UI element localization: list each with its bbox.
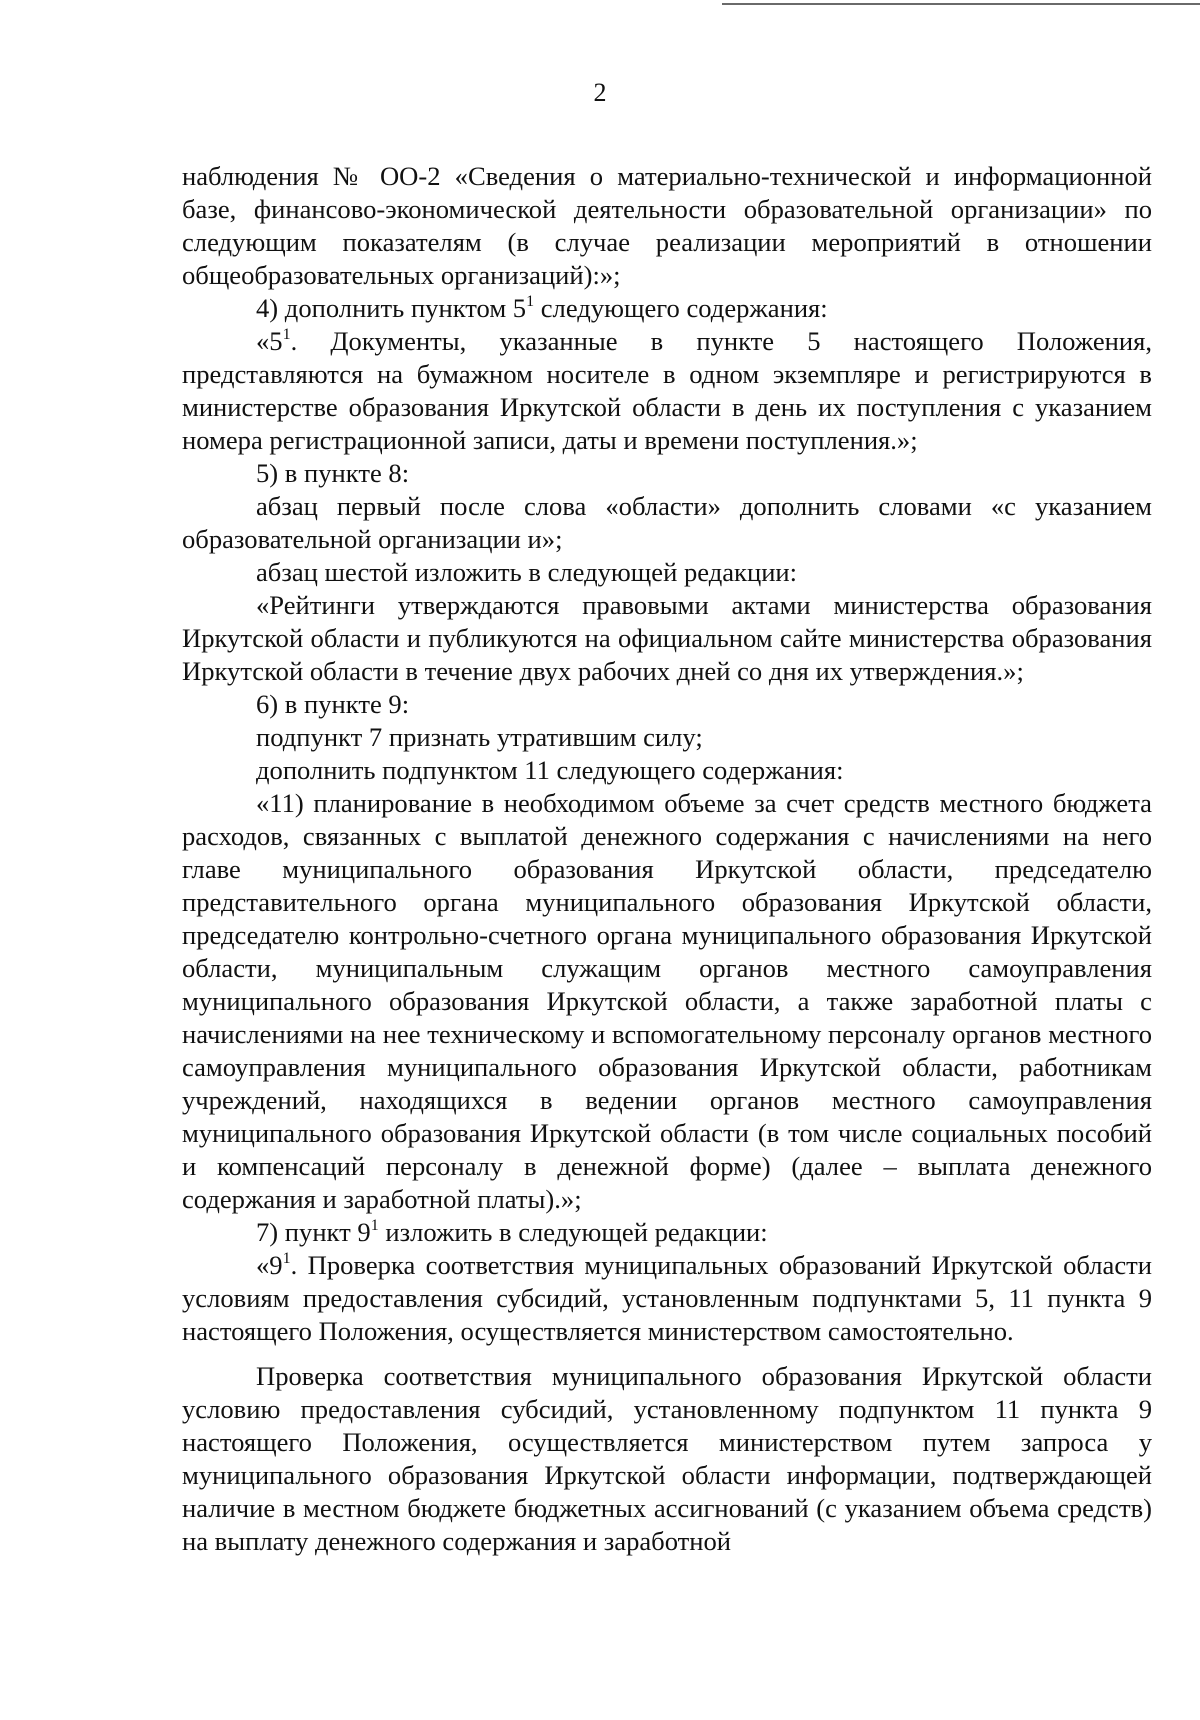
- superscript: 1: [526, 293, 535, 310]
- paragraph-quote-11: «11) планирование в необходимом объеме за счет средств местного бюджета расходов, связанных с выплатой денежного содержания с начислениями на него главе муниципального образования Иркутской области, председателю представительного органа муниципального образования Иркутской области, председателю контрольно-счетного органа муниципального образования Иркутской области, муниципальным служащим органов местного самоуправления муниципального образования Иркутской области, а также заработной платы с начислениями на нее техническому и вспомогательному персоналу органов местного самоуправления муниципального образования Иркутской области, работникам учреждений, находящихся в ведении органов местного самоуправления муниципального образования Иркутской области (в том числе социальных пособий и компенсаций персоналу в денежной форме) (далее – выплата денежного содержания и заработной платы).»;: [182, 788, 1152, 1214]
- top-rule: [722, 3, 1200, 5]
- paragraph-text: 7) пункт 9: [256, 1217, 371, 1247]
- paragraph-text: 4) дополнить пунктом 5: [256, 293, 527, 323]
- paragraph-text: . Проверка соответствия муниципальных образований Иркутской области условиям предоставления субсидий, установленным подпунктами 5, 11 пункта 9 настоящего Положения, осуществляется министерством самостоятельно.: [182, 1250, 1152, 1346]
- paragraph-quote-9-1: [182, 1249, 1152, 1348]
- paragraph-add-subitem-11: дополнить подпунктом 11 следующего содержания:: [256, 755, 844, 785]
- paragraph-quote-5-1: [182, 325, 1152, 457]
- paragraph-item-6: 6) в пункте 9:: [256, 689, 410, 719]
- superscript: 1: [282, 1250, 291, 1267]
- paragraph-text: «5: [256, 326, 283, 356]
- paragraph-continuation: наблюдения № ОО-2 «Сведения о материально-технической и информационной базе, финансово-экономической деятельности образовательной организации» по следующим показателям (в случае реализации мероприятий в отношении общеобразовательных организаций):»;: [182, 161, 1152, 290]
- paragraph-text: изложить в следующей редакции:: [378, 1217, 768, 1247]
- paragraph-abzac-6: абзац шестой изложить в следующей редакции:: [256, 557, 798, 587]
- paragraph-text: следующего содержания:: [534, 293, 828, 323]
- paragraph-quote-ratings: «Рейтинги утверждаются правовыми актами министерства образования Иркутской области и публикуются на официальном сайте министерства образования Иркутской области в течение двух рабочих дней со дня их утверждения.»;: [182, 590, 1152, 686]
- paragraph-text: . Документы, указанные в пункте 5 настоящего Положения, представляются на бумажном носителе в одном экземпляре и регистрируются в министерстве образования Иркутской области в день их поступления с указанием номера регистрационной записи, даты и времени поступления.»;: [182, 326, 1152, 455]
- paragraph-abzac-1: абзац первый после слова «области» дополнить словами «с указанием образовательной организации и»;: [182, 491, 1152, 554]
- paragraph-subitem-7: подпункт 7 признать утратившим силу;: [256, 722, 703, 752]
- paragraph-item-4: [182, 292, 1152, 325]
- document-body: [182, 160, 1152, 1558]
- page-number: 2: [593, 78, 607, 107]
- paragraph-text: «9: [256, 1250, 283, 1280]
- superscript: 1: [370, 1217, 379, 1234]
- paragraph-verification: Проверка соответствия муниципального образования Иркутской области условию предоставления субсидий, установленному подпунктом 11 пункта 9 настоящего Положения, осуществляется министерством путем запроса у муниципального образования Иркутской области информации, подтверждающей наличие в местном бюджете бюджетных ассигнований (с указанием объема средств) на выплату денежного содержания и заработной: [182, 1361, 1152, 1556]
- paragraph-item-7: [182, 1216, 1152, 1249]
- paragraph-item-5: 5) в пункте 8:: [256, 458, 410, 488]
- superscript: 1: [282, 326, 291, 343]
